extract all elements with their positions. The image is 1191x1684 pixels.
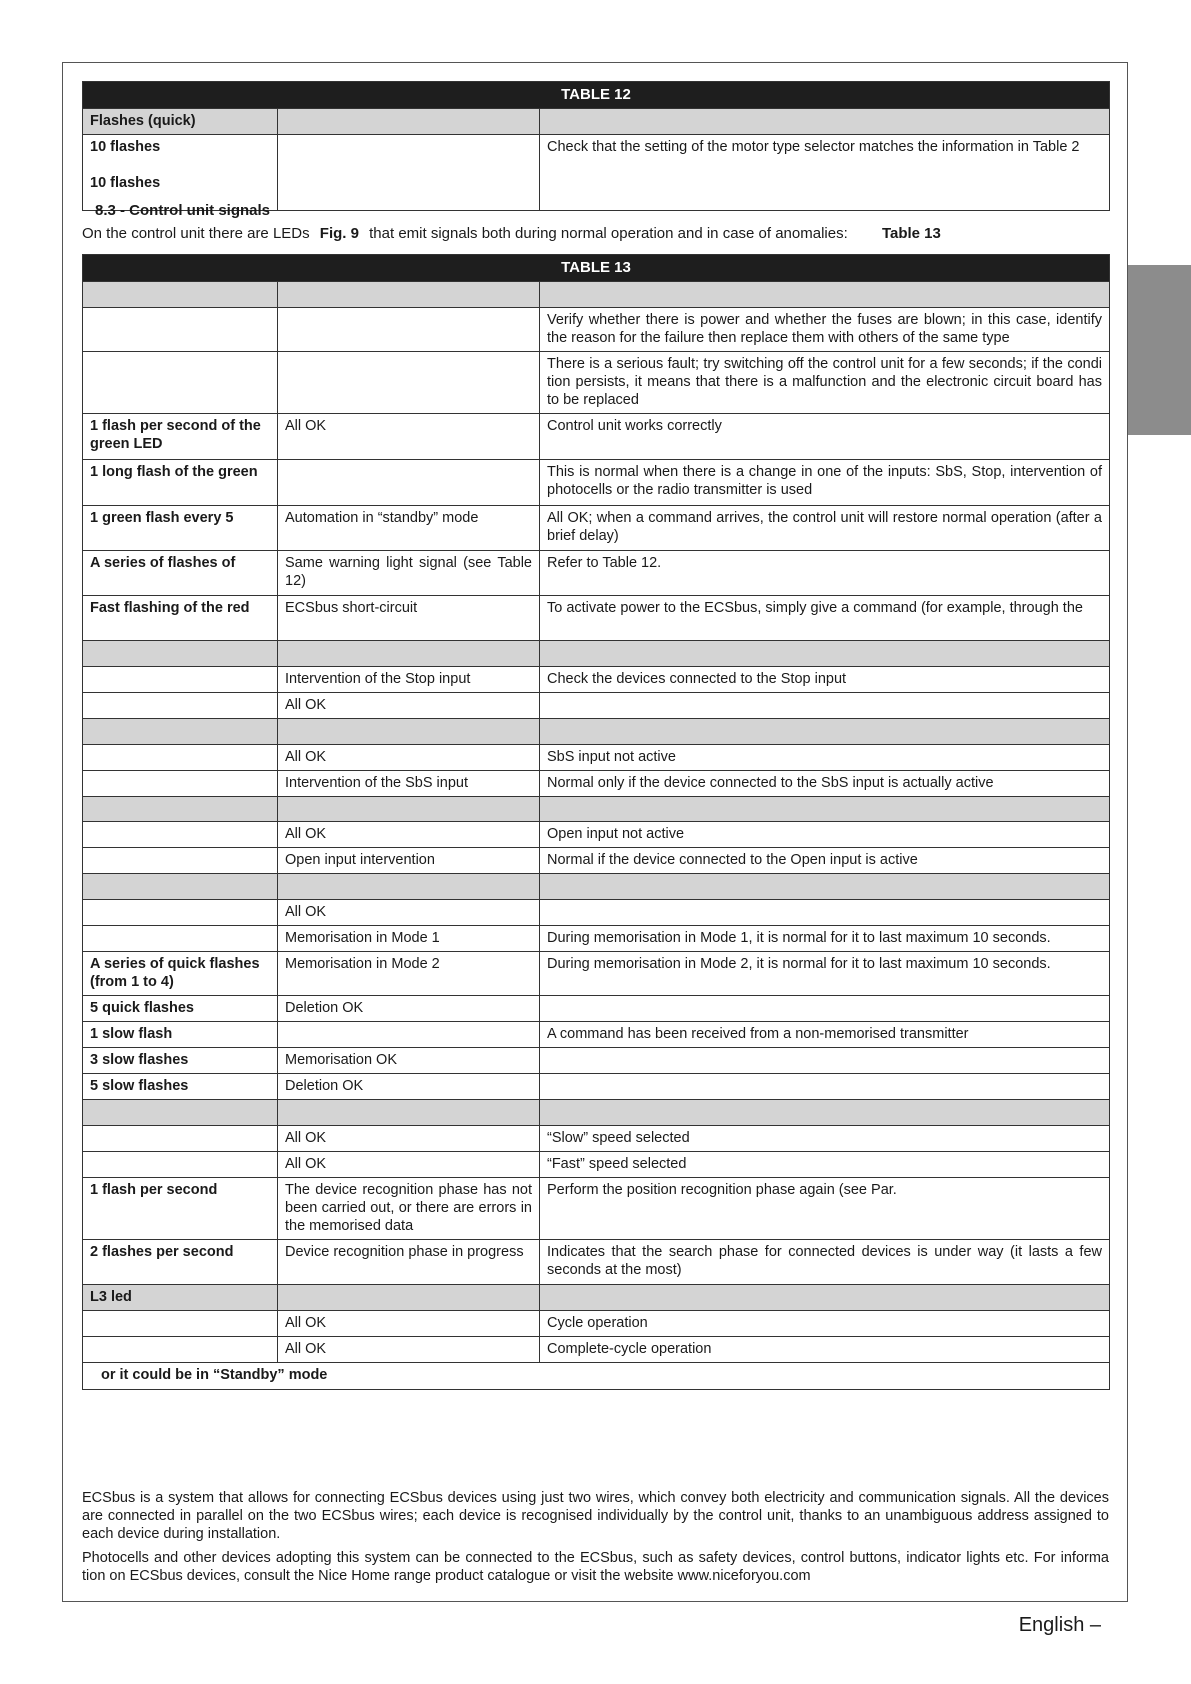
table-cell: Device recognition phase in progress bbox=[278, 1240, 540, 1285]
table-cell bbox=[83, 745, 278, 771]
table-cell: Cycle operation bbox=[540, 1311, 1110, 1337]
table-cell bbox=[83, 352, 278, 414]
table-cell: 1 slow flash bbox=[83, 1022, 278, 1048]
table-cell bbox=[83, 641, 278, 667]
table-cell bbox=[83, 1337, 278, 1363]
table-cell bbox=[83, 848, 278, 874]
table-row bbox=[83, 771, 1110, 797]
table-subheader-row bbox=[83, 641, 1110, 667]
table-cell bbox=[278, 874, 540, 900]
table-cell: All OK bbox=[278, 1126, 540, 1152]
table-cell bbox=[540, 719, 1110, 745]
table-cell: 1 green flash every 5 bbox=[83, 506, 278, 551]
table-row bbox=[83, 900, 1110, 926]
table-cell bbox=[278, 1285, 540, 1311]
table-cell: All OK bbox=[278, 900, 540, 926]
table-cell bbox=[83, 822, 278, 848]
table-cell: All OK bbox=[278, 1152, 540, 1178]
table-cell: L3 led bbox=[83, 1285, 278, 1311]
table-subheader-cell bbox=[278, 109, 540, 135]
table-cell bbox=[83, 1152, 278, 1178]
table-cell bbox=[540, 797, 1110, 822]
table-row bbox=[83, 352, 1110, 414]
table-row bbox=[83, 1152, 1110, 1178]
table-cell: This is normal when there is a change in one of the inputs: SbS, Stop, intervention of photocells or the radio transmitter is used bbox=[540, 460, 1110, 506]
table-row bbox=[83, 693, 1110, 719]
table-cell bbox=[83, 797, 278, 822]
table-row bbox=[83, 460, 1110, 506]
table-row bbox=[83, 1178, 1110, 1240]
table-cell bbox=[83, 308, 278, 352]
page-footer: English – bbox=[1018, 1614, 1101, 1636]
table-row bbox=[83, 926, 1110, 952]
table-cell: Intervention of the SbS input bbox=[278, 771, 540, 797]
table-cell: 5 quick flashes bbox=[83, 996, 278, 1022]
table-note: or it could be in “Standby” mode bbox=[83, 1363, 1110, 1390]
table-cell: Deletion OK bbox=[278, 1074, 540, 1100]
table-cell: Control unit works correctly bbox=[540, 414, 1110, 460]
table-cell: Perform the position recognition phase again (see Par. bbox=[540, 1178, 1110, 1240]
table-cell: To activate power to the ECSbus, simply give a command (for example, through the bbox=[540, 596, 1110, 641]
table-cell: “Fast” speed selected bbox=[540, 1152, 1110, 1178]
table-cell: A command has been received from a non-memorised transmitter bbox=[540, 1022, 1110, 1048]
table-row bbox=[83, 1363, 1110, 1390]
table-cell: The device recognition phase has not been carried out, or there are errors in the memorised data bbox=[278, 1178, 540, 1240]
table-cell bbox=[83, 874, 278, 900]
table-cell bbox=[83, 926, 278, 952]
table-cell: 5 slow flashes bbox=[83, 1074, 278, 1100]
table-subheader-row bbox=[83, 797, 1110, 822]
table-cell bbox=[83, 771, 278, 797]
table-row bbox=[83, 308, 1110, 352]
table-subheader-row bbox=[83, 1285, 1110, 1311]
table-cell bbox=[83, 1100, 278, 1126]
table-row bbox=[83, 1240, 1110, 1285]
table-13 bbox=[82, 254, 1110, 1390]
table-row bbox=[83, 1074, 1110, 1100]
table-cell: All OK bbox=[278, 745, 540, 771]
table-cell: Memorisation in Mode 2 bbox=[278, 952, 540, 996]
table-row bbox=[83, 596, 1110, 641]
table-cell bbox=[540, 996, 1110, 1022]
table-row bbox=[83, 952, 1110, 996]
table-cell: During memorisation in Mode 2, it is normal for it to last maximum 10 seconds. bbox=[540, 952, 1110, 996]
note-paragraph: ECSbus is a system that allows for connecting ECSbus devices using just two wires, which convey both electricity and communication signals. All the devices are connected in parallel on the two ECSbus wires; each device is recognised individually by the control unit, thanks to an unambiguous address assigned to each device during installation. bbox=[82, 1490, 1109, 1542]
table-cell: 3 slow flashes bbox=[83, 1048, 278, 1074]
table-cell: ECSbus short-circuit bbox=[278, 596, 540, 641]
table-row bbox=[83, 1126, 1110, 1152]
table-cell bbox=[278, 282, 540, 308]
table-row bbox=[83, 414, 1110, 460]
table-cell bbox=[540, 1100, 1110, 1126]
table-cell: Verify whether there is power and whether the fuses are blown; in this case, identify the reason for the failure then replace them with others of the same type bbox=[540, 308, 1110, 352]
table-cell: Memorisation OK bbox=[278, 1048, 540, 1074]
table-cell: A series of flashes of bbox=[83, 551, 278, 596]
table-cell bbox=[278, 641, 540, 667]
table-cell bbox=[540, 1074, 1110, 1100]
table-cell bbox=[278, 308, 540, 352]
table-cell: Refer to Table 12. bbox=[540, 551, 1110, 596]
table-cell bbox=[540, 282, 1110, 308]
table-cell: All OK bbox=[278, 1311, 540, 1337]
table-cell: Deletion OK bbox=[278, 996, 540, 1022]
table-row bbox=[83, 135, 1110, 211]
table-cell: 1 flash per second bbox=[83, 1178, 278, 1240]
table-cell: “Slow” speed selected bbox=[540, 1126, 1110, 1152]
intro-text-2: that emit signals both during normal operation and in case of anomalies: bbox=[369, 225, 848, 242]
table-cell: 2 flashes per second bbox=[83, 1240, 278, 1285]
table-cell: Check that the setting of the motor type selector matches the information in Table 2 bbox=[540, 135, 1110, 211]
table-cell: Memorisation in Mode 1 bbox=[278, 926, 540, 952]
table-cell: Fast flashing of the red bbox=[83, 596, 278, 641]
table-cell: All OK bbox=[278, 1337, 540, 1363]
table-cell: Automation in “standby” mode bbox=[278, 506, 540, 551]
table-row bbox=[83, 1048, 1110, 1074]
table-row bbox=[83, 551, 1110, 596]
table-row bbox=[83, 996, 1110, 1022]
table-row bbox=[83, 848, 1110, 874]
note-paragraph: Photocells and other devices adopting this system can be connected to the ECSbus, such as safety devices, control buttons, indicator lights etc. For informa tion on ECSbus devices, consult the Nice Home range product catalogue or visit the website www.niceforyou.com bbox=[82, 1550, 1109, 1584]
table-cell: Normal if the device connected to the Open input is active bbox=[540, 848, 1110, 874]
table-cell: Indicates that the search phase for connected devices is under way (it lasts a few seconds at the most) bbox=[540, 1240, 1110, 1285]
section-title: 8.3 - Control unit signals bbox=[95, 202, 271, 219]
table-cell bbox=[540, 874, 1110, 900]
table-cell bbox=[278, 1100, 540, 1126]
table-subheader-row bbox=[83, 282, 1110, 308]
table-cell bbox=[540, 693, 1110, 719]
table-cell bbox=[83, 667, 278, 693]
table-cell bbox=[83, 1311, 278, 1337]
table-cell bbox=[83, 900, 278, 926]
ecsbus-notes bbox=[82, 1489, 1109, 1591]
table-cell: Normal only if the device connected to the SbS input is actually active bbox=[540, 771, 1110, 797]
table-cell: There is a serious fault; try switching off the control unit for a few seconds; if the condi tion persists, it means that there is a malfunction and the electronic circuit board has to be replaced bbox=[540, 352, 1110, 414]
table-cell bbox=[83, 693, 278, 719]
table-title: TABLE 13 bbox=[83, 255, 1110, 282]
table-row bbox=[83, 667, 1110, 693]
table-cell: Open input intervention bbox=[278, 848, 540, 874]
section-side-tab bbox=[1128, 265, 1191, 435]
table-cell: All OK bbox=[278, 693, 540, 719]
table-cell: All OK bbox=[278, 822, 540, 848]
table-cell bbox=[83, 1126, 278, 1152]
table-cell bbox=[540, 1285, 1110, 1311]
table-row bbox=[83, 1022, 1110, 1048]
table-row bbox=[83, 506, 1110, 551]
table-cell: Same warning light signal (see Table 12) bbox=[278, 551, 540, 596]
figure-reference: Fig. 9 bbox=[319, 225, 359, 242]
table-cell: All OK; when a command arrives, the control unit will restore normal operation (after a brief delay) bbox=[540, 506, 1110, 551]
table-row bbox=[83, 822, 1110, 848]
table-row bbox=[83, 745, 1110, 771]
table-cell bbox=[540, 641, 1110, 667]
table-title: TABLE 12 bbox=[83, 82, 1110, 109]
table-cell bbox=[83, 719, 278, 745]
table-cell: 1 flash per second of the green LED bbox=[83, 414, 278, 460]
table-reference: Table 13 bbox=[881, 225, 941, 242]
table-cell: Check the devices connected to the Stop input bbox=[540, 667, 1110, 693]
table-row bbox=[83, 1311, 1110, 1337]
table-subheader-cell bbox=[540, 109, 1110, 135]
table-cell bbox=[278, 1022, 540, 1048]
table-cell bbox=[278, 135, 540, 211]
table-cell: During memorisation in Mode 1, it is normal for it to last maximum 10 seconds. bbox=[540, 926, 1110, 952]
table-subheader-row bbox=[83, 874, 1110, 900]
table-cell: Intervention of the Stop input bbox=[278, 667, 540, 693]
table-cell: All OK bbox=[278, 414, 540, 460]
table-cell: Complete-cycle operation bbox=[540, 1337, 1110, 1363]
table-cell bbox=[278, 719, 540, 745]
table-cell bbox=[278, 460, 540, 506]
table-cell bbox=[278, 797, 540, 822]
table-cell bbox=[540, 1048, 1110, 1074]
table-cell: 1 long flash of the green bbox=[83, 460, 278, 506]
table-subheader-row bbox=[83, 719, 1110, 745]
table-12 bbox=[82, 81, 1110, 211]
table-cell bbox=[278, 352, 540, 414]
table-cell: SbS input not active bbox=[540, 745, 1110, 771]
table-cell: Open input not active bbox=[540, 822, 1110, 848]
table-row bbox=[83, 1337, 1110, 1363]
intro-text: On the control unit there are LEDs bbox=[82, 225, 310, 242]
table-cell: 10 flashes 10 flashes bbox=[83, 135, 278, 211]
table-cell bbox=[83, 282, 278, 308]
section-intro bbox=[82, 225, 941, 242]
table-subheader-row bbox=[83, 1100, 1110, 1126]
table-subheader-cell: Flashes (quick) bbox=[83, 109, 278, 135]
table-cell bbox=[540, 900, 1110, 926]
table-cell: A series of quick flashes (from 1 to 4) bbox=[83, 952, 278, 996]
